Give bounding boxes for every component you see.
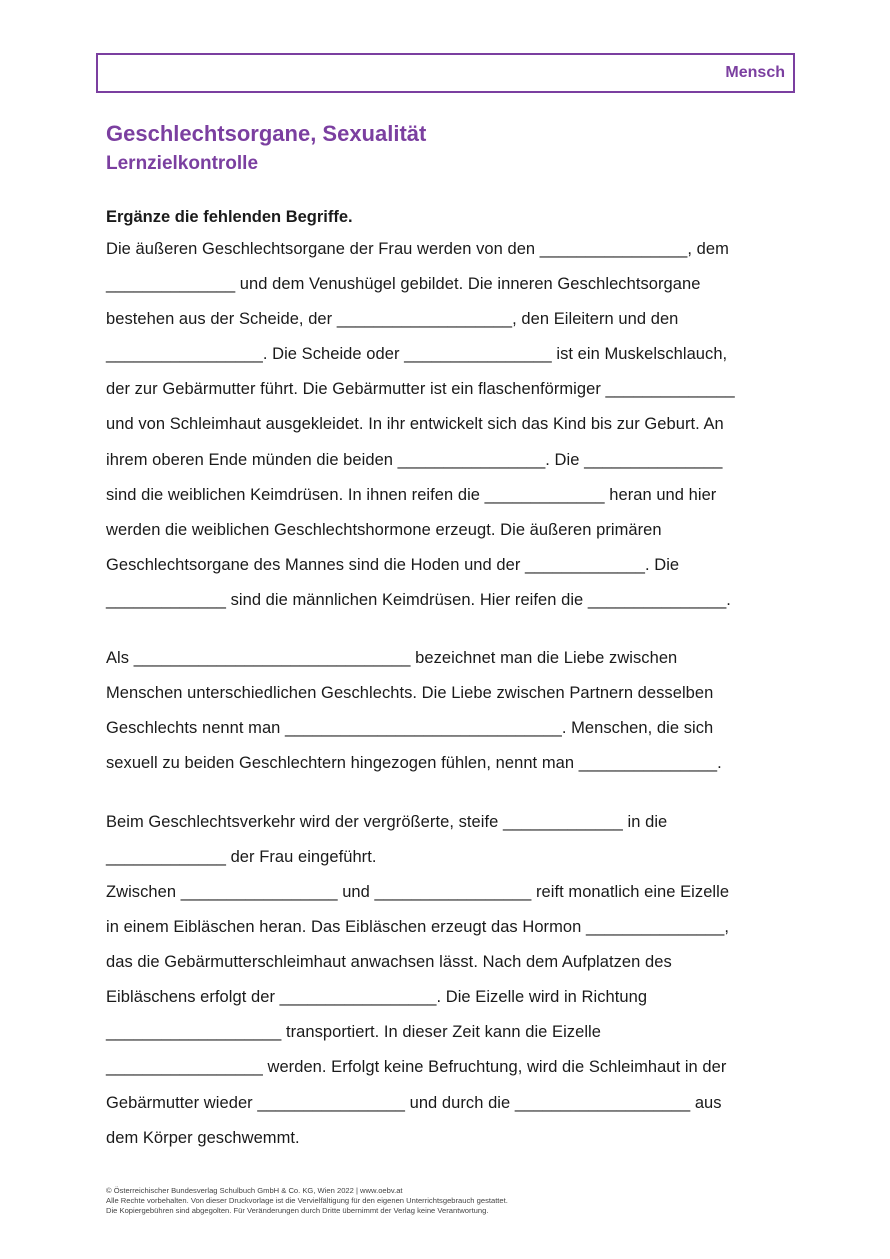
footer-line: © Österreichischer Bundesverlag Schulbuch GmbH & Co. KG, Wien 2022 | www.oebv.at — [106, 1186, 403, 1195]
header-label: Mensch — [725, 64, 785, 81]
page-title: Geschlechtsorgane, Sexualität — [106, 121, 427, 146]
text-line: Menschen unterschiedlichen Geschlechts. Die Liebe zwischen Partnern desselben — [106, 684, 714, 702]
text-line: das die Gebärmutterschleimhaut anwachsen lässt. Nach dem Aufplatzen des — [106, 953, 672, 971]
text-line: dem Körper geschwemmt. — [106, 1129, 300, 1147]
text-line: der zur Gebärmutter führt. Die Gebärmutter ist ein flaschenförmiger ______________ — [106, 380, 735, 398]
text-line: _________________ werden. Erfolgt keine Befruchtung, wird die Schleimhaut in der — [106, 1058, 727, 1076]
text-line: und von Schleimhaut ausgekleidet. In ihr entwickelt sich das Kind bis zur Geburt. An — [106, 415, 724, 433]
text-line: sexuell zu beiden Geschlechtern hingezogen fühlen, nennt man _______________. — [106, 754, 722, 772]
text-line: Gebärmutter wieder ________________ und durch die ___________________ aus — [106, 1094, 722, 1112]
page-subtitle: Lernzielkontrolle — [106, 153, 259, 174]
footer-line: Alle Rechte vorbehalten. Von dieser Druckvorlage ist die Vervielfältigung für den eigenen Unterrichtsgebrauch gestattet. — [106, 1195, 508, 1205]
text-line: sind die weiblichen Keimdrüsen. In ihnen reifen die _____________ heran und hier — [106, 486, 717, 504]
text-line: in einem Eibläschen heran. Das Eibläschen erzeugt das Hormon _______________, — [106, 918, 730, 936]
text-line: _____________ der Frau eingeführt. — [106, 848, 377, 866]
instruction: Ergänze die fehlenden Begriffe. — [106, 208, 353, 226]
text-line: Eibläschens erfolgt der _________________. Die Eizelle wird in Richtung — [106, 988, 648, 1006]
footer-line: Die Kopiergebühren sind abgegolten. Für Veränderungen durch Dritte übernimmt der Verlag keine Verantwortung. — [106, 1205, 489, 1215]
text-line: _____________ sind die männlichen Keimdrüsen. Hier reifen die _______________. — [106, 591, 731, 609]
header-box — [96, 53, 795, 93]
text-line: ihrem oberen Ende münden die beiden ________________. Die _______________ — [106, 451, 723, 469]
text-line: Geschlechtsorgane des Mannes sind die Hoden und der _____________. Die — [106, 556, 680, 574]
footer — [106, 1186, 508, 1215]
text-line: _________________. Die Scheide oder ________________ ist ein Muskelschlauch, — [106, 345, 728, 363]
text-line: Beim Geschlechtsverkehr wird der vergrößerte, steife _____________ in die — [106, 813, 668, 831]
text-line: Zwischen _________________ und _________________ reift monatlich eine Eizelle — [106, 883, 730, 901]
text-line: bestehen aus der Scheide, der ___________________, den Eileitern und den — [106, 310, 679, 328]
text-line: ______________ und dem Venushügel gebildet. Die inneren Geschlechtsorgane — [106, 275, 701, 293]
text-line: Als ______________________________ bezeichnet man die Liebe zwischen — [106, 649, 678, 667]
text-line: werden die weiblichen Geschlechtshormone erzeugt. Die äußeren primären — [106, 521, 662, 539]
text-line: Geschlechts nennt man ______________________________. Menschen, die sich — [106, 719, 714, 737]
text-line: ___________________ transportiert. In dieser Zeit kann die Eizelle — [106, 1023, 601, 1041]
text-line: Die äußeren Geschlechtsorgane der Frau werden von den ________________, dem — [106, 240, 729, 258]
